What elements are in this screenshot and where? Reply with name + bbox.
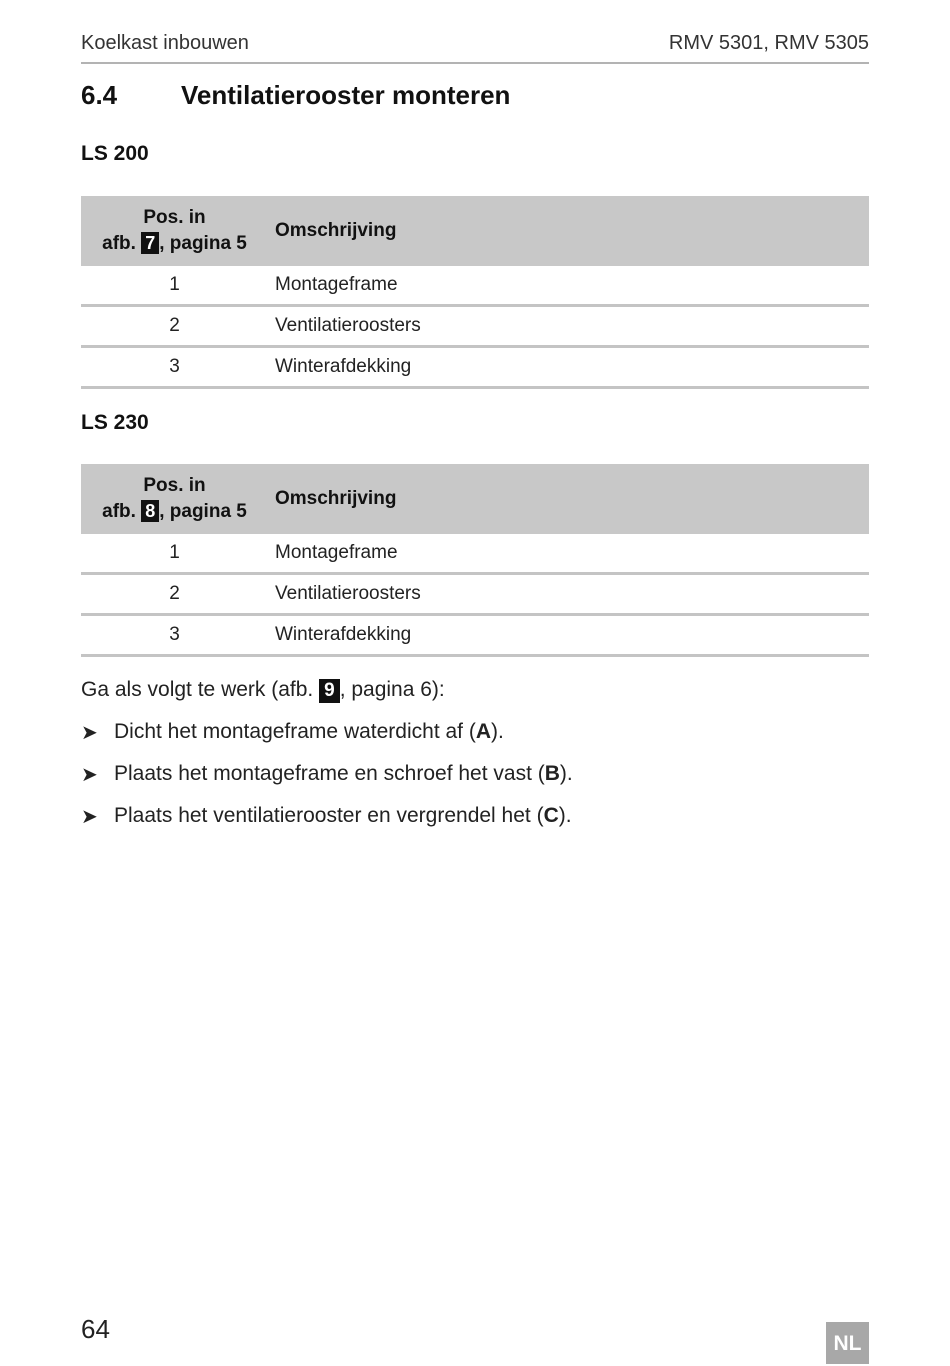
step-text-main: Plaats het montageframe en schroef het vast ( bbox=[114, 762, 545, 785]
page-number: 64 bbox=[81, 1314, 110, 1344]
table-header-row bbox=[81, 196, 869, 266]
header-pos-suffix: , pagina 5 bbox=[159, 501, 247, 522]
row-position: 1 bbox=[81, 266, 268, 306]
table-title-ls200: LS 200 bbox=[81, 142, 149, 165]
page-header bbox=[81, 30, 869, 64]
section-heading: Ventilatierooster monteren bbox=[181, 80, 511, 110]
row-position: 1 bbox=[81, 534, 268, 574]
arrow-bullet-icon: ➤ bbox=[81, 722, 98, 744]
figure-ref-badge: 7 bbox=[141, 232, 159, 254]
parts-table-ls230 bbox=[81, 464, 869, 657]
language-tab: NL bbox=[826, 1322, 869, 1364]
figure-ref-badge: 8 bbox=[141, 500, 159, 522]
row-description: Winterafdekking bbox=[268, 347, 869, 388]
header-pos-line1: Pos. in bbox=[143, 475, 206, 496]
step-text-end: ). bbox=[558, 804, 572, 827]
step-text bbox=[114, 762, 573, 786]
column-header-description: Omschrijving bbox=[268, 196, 869, 266]
column-header-position bbox=[81, 196, 268, 266]
header-models: RMV 5301, RMV 5305 bbox=[668, 32, 869, 54]
intro-suffix: , pagina 6): bbox=[339, 678, 445, 701]
step-key: C bbox=[543, 804, 559, 827]
intro-prefix: Ga als volgt te werk (afb. bbox=[81, 678, 314, 701]
section-number: 6.4 bbox=[81, 80, 118, 110]
section-title bbox=[81, 80, 510, 111]
row-position: 2 bbox=[81, 574, 268, 615]
header-pos-prefix: afb. bbox=[102, 233, 136, 254]
table-row bbox=[81, 347, 869, 388]
row-description: Winterafdekking bbox=[268, 615, 869, 656]
figure-ref-badge: 9 bbox=[319, 679, 340, 703]
step-text-main: Plaats het ventilatierooster en vergrendel het ( bbox=[114, 804, 544, 827]
table-row bbox=[81, 615, 869, 656]
header-pos-prefix: afb. bbox=[102, 501, 136, 522]
instruction-intro bbox=[81, 678, 445, 703]
step-text bbox=[114, 804, 572, 828]
table-row bbox=[81, 266, 869, 306]
step-text bbox=[114, 720, 504, 744]
row-position: 3 bbox=[81, 347, 268, 388]
step-text-end: ). bbox=[559, 762, 573, 785]
column-header-position bbox=[81, 464, 268, 534]
column-header-description: Omschrijving bbox=[268, 464, 869, 534]
row-description: Montageframe bbox=[268, 266, 869, 306]
step-text-main: Dicht het montageframe waterdicht af ( bbox=[114, 720, 476, 743]
row-position: 3 bbox=[81, 615, 268, 656]
row-description: Montageframe bbox=[268, 534, 869, 574]
row-description: Ventilatieroosters bbox=[268, 306, 869, 347]
header-pos-line1: Pos. in bbox=[143, 207, 206, 228]
arrow-bullet-icon: ➤ bbox=[81, 806, 98, 828]
step-key: B bbox=[544, 762, 560, 785]
arrow-bullet-icon: ➤ bbox=[81, 764, 98, 786]
step-key: A bbox=[475, 720, 492, 743]
table-row bbox=[81, 306, 869, 347]
table-row bbox=[81, 574, 869, 615]
step-text-end: ). bbox=[491, 720, 504, 743]
header-chapter: Koelkast inbouwen bbox=[81, 32, 249, 54]
row-position: 2 bbox=[81, 306, 268, 347]
table-header-row bbox=[81, 464, 869, 534]
row-description: Ventilatieroosters bbox=[268, 574, 869, 615]
table-title-ls230: LS 230 bbox=[81, 411, 149, 434]
table-row bbox=[81, 534, 869, 574]
parts-table-ls200 bbox=[81, 196, 869, 389]
header-pos-suffix: , pagina 5 bbox=[159, 233, 247, 254]
